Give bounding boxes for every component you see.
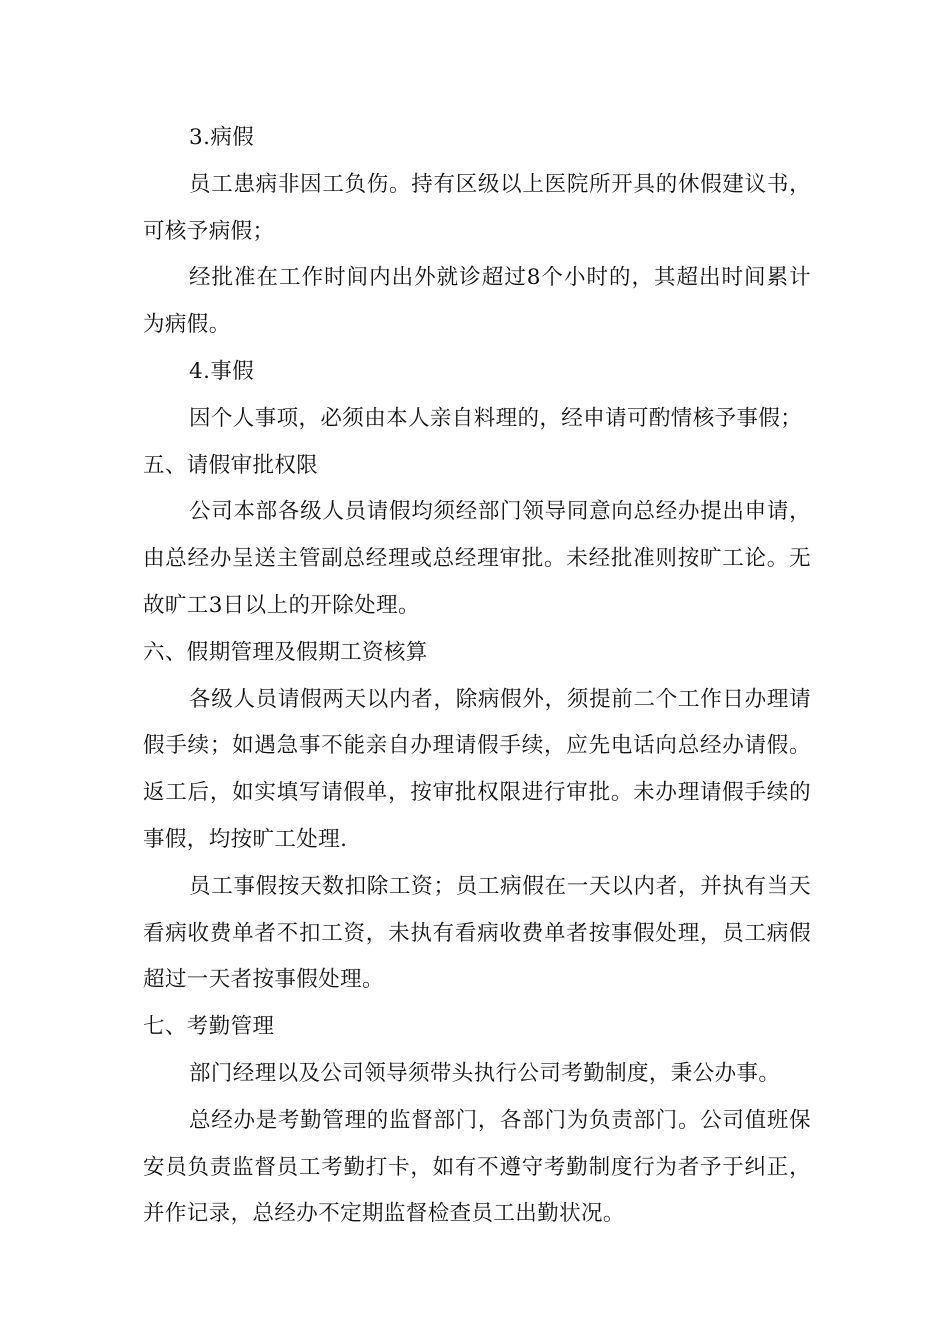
paragraph-leave-approval: 公司本部各级人员请假均须经部门领导同意向总经办提出申请，由总经办呈送主管副总经理或总经理审批。未经批准则按旷工论。无故旷工3日以上的开除处理。 xyxy=(143,499,811,618)
paragraph-sick-leave-rule: 员工患病非因工负伤。持有区级以上医院所开具的休假建议书，可核予病假； xyxy=(143,171,811,244)
paragraph-leave-procedure: 各级人员请假两天以内者，除病假外，须提前二个工作日办理请假手续；如遇急事不能亲自办理请假手续，应先电话向总经办请假。返工后，如实填写请假单，按审批权限进行审批。未办理请假手续的事假，均按旷工处理. xyxy=(143,686,811,852)
subheading-sick-leave: 3.病假 xyxy=(189,125,255,150)
paragraph-leave-wages: 员工事假按天数扣除工资；员工病假在一天以内者，并执有当天看病收费单者不扣工资，未执有看病收费单者按事假处理，员工病假超过一天者按事假处理。 xyxy=(143,873,811,993)
subheading-personal-leave: 4.事假 xyxy=(189,358,255,384)
heading-attendance: 七、考勤管理 xyxy=(143,1014,275,1040)
heading-leave-management: 六、假期管理及假期工资核算 xyxy=(143,639,428,665)
paragraph-attendance-supervision: 总经办是考勤管理的监督部门，各部门为负责部门。公司值班保安员负责监督员工考勤打卡，如有不遵守考勤制度行为者予于纠正，并作记录，总经办不定期监督检查员工出勤状况。 xyxy=(143,1107,811,1227)
paragraph-sick-leave-hours: 经批准在工作时间内出外就诊超过8个小时的，其超出时间累计为病假。 xyxy=(143,265,811,338)
document-body xyxy=(143,115,811,1238)
paragraph-attendance-leaders: 部门经理以及公司领导须带头执行公司考勤制度，秉公办事。 xyxy=(189,1060,781,1086)
heading-leave-approval: 五、请假审批权限 xyxy=(143,452,319,478)
paragraph-personal-leave-rule: 因个人事项，必须由本人亲自料理的，经申请可酌情核予事假； xyxy=(189,405,803,431)
